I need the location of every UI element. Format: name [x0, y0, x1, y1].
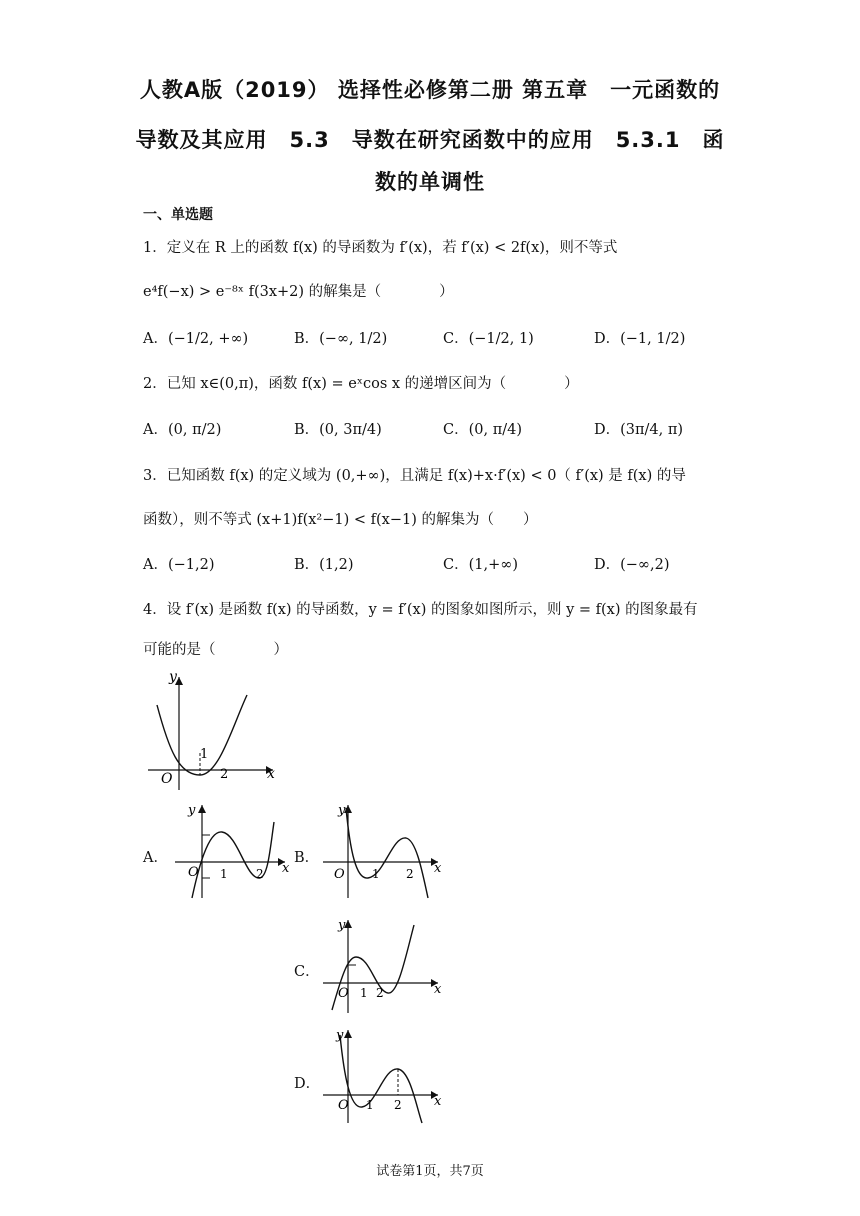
b-x-label: x [434, 861, 442, 876]
q4-option-a-graph [170, 800, 300, 900]
page-footer: 试卷第1页，共7页 [376, 1164, 484, 1179]
b-tick-2: 2 [406, 867, 414, 881]
b-tick-1: 1 [372, 867, 380, 881]
b-origin-label: O [334, 867, 345, 882]
q1-option-b: B．(−∞, 1/2) [294, 331, 388, 347]
c-y-label: y [338, 918, 346, 933]
q3-option-c: C．(1,+∞) [443, 557, 518, 573]
q2-stem-line1: 2．已知 x∈(0,π)，函数 f(x) = eˣcos x 的递增区间为（ ） [143, 376, 579, 392]
c-tick-1: 1 [360, 986, 368, 1000]
q1-stem-line2: e⁴f(−x) > e⁻⁸ˣ f(3x+2) 的解集是（ ） [143, 284, 454, 300]
doc-title-line1: 人教A版（2019） 选择性必修第二册 第五章 一元函数的 [139, 78, 721, 102]
q3-option-d: D．(−∞,2) [594, 557, 670, 573]
graph-tick-1: 1 [200, 747, 209, 762]
q4-option-d-graph [318, 1025, 448, 1125]
d-origin-label: O [338, 1098, 349, 1113]
section-heading: 一、单选题 [143, 207, 213, 223]
graph-x-label: x [267, 766, 275, 782]
q2-option-a: A．(0, π/2) [143, 422, 222, 438]
a-tick-1: 1 [220, 867, 228, 881]
q1-option-d: D．(−1, 1/2) [594, 331, 686, 347]
q4-option-c-label: C． [294, 964, 320, 980]
derivative-graph [143, 665, 283, 795]
a-y-label: y [188, 803, 196, 818]
graph-origin-label: O [161, 771, 173, 787]
q3-option-a: A．(−1,2) [143, 557, 215, 573]
q4-option-d-label: D． [294, 1076, 321, 1092]
q3-option-b: B．(1,2) [294, 557, 354, 573]
d-tick-2: 2 [394, 1098, 402, 1112]
q4-option-b-label: B． [294, 850, 320, 866]
doc-title-line3: 数的单调性 [375, 170, 485, 194]
q3-stem-line1: 3．已知函数 f(x) 的定义域为 (0,+∞)，且满足 f(x)+x·f′(x) < 0（ f′(x) 是 f(x) 的导 [143, 468, 686, 484]
q4-option-c-graph [318, 915, 448, 1015]
c-tick-2: 2 [376, 986, 384, 1000]
b-y-label: y [338, 803, 346, 818]
q4-option-a-label: A． [143, 850, 168, 866]
q1-option-c: C．(−1/2, 1) [443, 331, 534, 347]
c-x-label: x [434, 982, 442, 997]
q3-stem-line2: 函数），则不等式 (x+1)f(x²−1) < f(x−1) 的解集为（ ） [143, 512, 538, 528]
q2-option-d: D．(3π/4, π) [594, 422, 684, 438]
a-tick-2: 2 [256, 867, 264, 881]
d-x-label: x [434, 1094, 442, 1109]
q4-option-b-graph [318, 800, 448, 900]
q2-option-b: B．(0, 3π/4) [294, 422, 382, 438]
a-origin-label: O [188, 865, 199, 880]
q1-option-a: A．(−1/2, +∞) [143, 331, 249, 347]
d-tick-1: 1 [366, 1098, 374, 1112]
q4-stem-line1: 4．设 f′(x) 是函数 f(x) 的导函数，y = f′(x) 的图象如图所示，则 y = f(x) 的图象最有 [143, 602, 698, 618]
q4-stem-line2: 可能的是（ ） [143, 642, 288, 658]
c-origin-label: O [338, 986, 349, 1001]
q2-option-c: C．(0, π/4) [443, 422, 522, 438]
graph-y-label: y [169, 669, 177, 685]
q1-stem-line1: 1．定义在 R 上的函数 f(x) 的导函数为 f′(x)，若 f′(x) < 2f(x)，则不等式 [143, 240, 618, 256]
a-x-label: x [282, 861, 290, 876]
doc-title-line2: 导数及其应用 5.3 导数在研究函数中的应用 5.3.1 函 [135, 128, 725, 152]
d-y-label: y [336, 1028, 344, 1043]
graph-tick-2: 2 [220, 767, 229, 782]
